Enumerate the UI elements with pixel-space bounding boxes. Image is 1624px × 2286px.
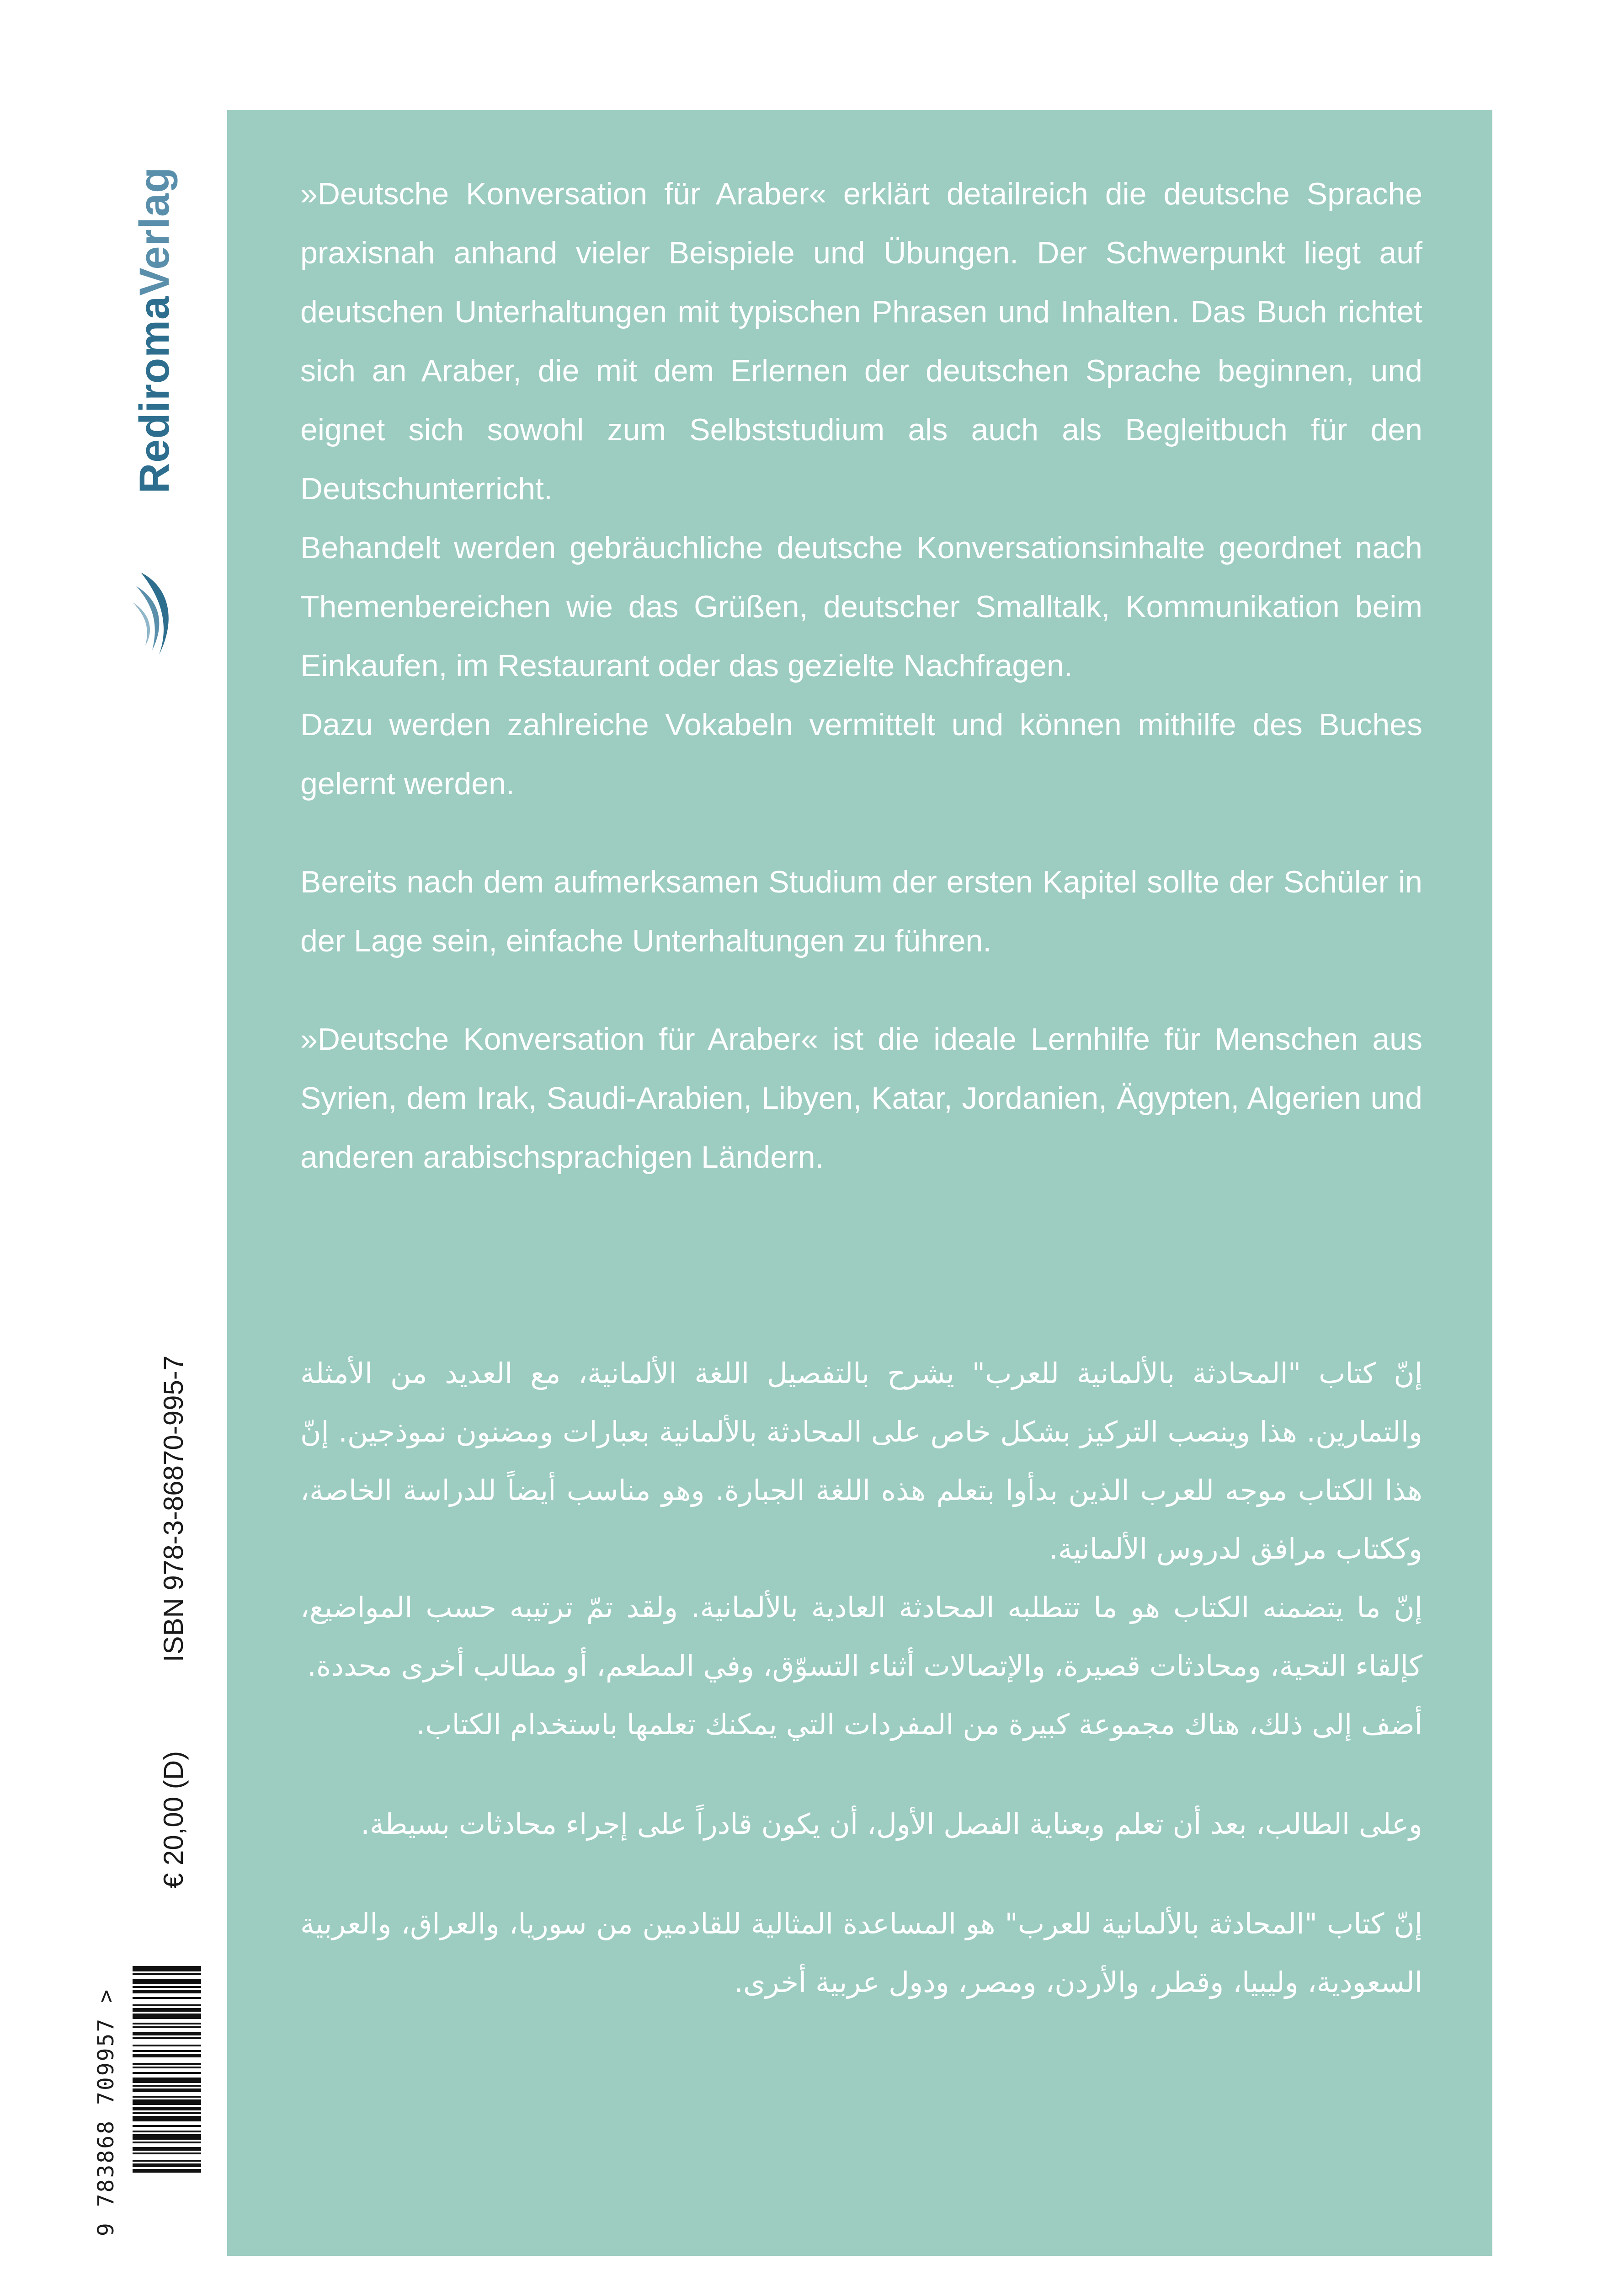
barcode-bar: [133, 2078, 201, 2083]
barcode-bar: [133, 2152, 201, 2154]
german-paragraph: »Deutsche Konversation für Araber« ist die ideale Lernhilfe für Menschen aus Syrien, dem Irak, Saudi-Arabien, Libyen, Katar, Jordanien, Ägypten, Algerien und anderen arabischsprachigen Ländern.: [300, 1022, 1422, 1175]
barcode-bar: [133, 1986, 201, 1988]
wing-logo-icon: [127, 568, 191, 659]
barcode-bar: [133, 2160, 201, 2162]
barcode-bar: [133, 2147, 201, 2151]
barcode-bar: [133, 2131, 201, 2132]
barcode-bar: [133, 1997, 201, 1999]
arabic-paragraph: أضف إلى ذلك، هناك مجموعة كبيرة من المفردات التي يمكنك تعلمها باستخدام الكتاب.: [416, 1708, 1422, 1741]
barcode-bar: [133, 2054, 201, 2057]
german-paragraph: Dazu werden zahlreiche Vokabeln vermittelt und können mithilfe des Buches gelernt werden.: [300, 707, 1422, 801]
barcode-bar: [133, 1979, 201, 1984]
german-description: [300, 165, 1422, 1187]
arabic-paragraph: إنّ كتاب "المحادثة بالألمانية للعرب" هو المساعدة المثالية للقادمين من سوريا، والعراق، والعربية السعودية، وليبيا، وقطر، والأردن، ومصر، ودول عربية أخرى.: [300, 1907, 1422, 1999]
barcode-bar: [133, 2116, 201, 2121]
barcode-bar: [133, 2088, 201, 2092]
logo-text-verlag: Verlag: [131, 166, 178, 296]
barcode-bar: [133, 2050, 201, 2052]
barcode-bar: [133, 1966, 201, 1971]
barcode-bar: [133, 2008, 201, 2012]
logo-text-rediroma: Rediroma: [131, 295, 178, 494]
barcode-bar: [133, 2045, 201, 2046]
barcode-bar: [133, 2099, 201, 2105]
barcode-bar: [133, 2026, 201, 2028]
barcode-bar: [133, 2004, 201, 2006]
isbn-label: ISBN 978-3-86870-995-7: [158, 1355, 189, 1662]
barcode-bar: [133, 2032, 201, 2035]
barcode-bar: [133, 2163, 201, 2167]
barcode-bar: [133, 1990, 201, 1993]
barcode-bar: [133, 2125, 201, 2127]
arabic-description: [300, 1344, 1422, 2012]
publisher-logo: [122, 106, 186, 572]
barcode-bar: [133, 2014, 201, 2019]
barcode-bar: [133, 1973, 201, 1975]
barcode-bar: [133, 2107, 201, 2110]
barcode-bar: [133, 2096, 201, 2098]
german-paragraph: Bereits nach dem aufmerksamen Studium der ersten Kapitel sollte der Schüler in der Lage sein, einfache Unterhaltungen zu führen.: [300, 865, 1422, 958]
german-paragraph: »Deutsche Konversation für Araber« erklärt detailreich die deutsche Sprache praxisnah anhand vieler Beispiele und Übungen. Der Schwerpunkt liegt auf deutschen Unterhaltungen mit typischen Phrasen und Inhalten. Das Buch richtet sich an Araber, die mit dem Erlernen der deutschen Sprache beginnen, und eignet sich sowohl zum Selbststudium als auch als Begleitbuch für den Deutschunterricht.: [300, 176, 1422, 506]
arabic-paragraph: إنّ كتاب "المحادثة بالألمانية للعرب" يشرح بالتفصيل اللغة الألمانية، مع العديد من الأمثلة والتمارين. هذا وينصب التركيز بشكل خاص على المحادثة بالألمانية بعبارات ومضنون نموذجين. إنّ هذا الكتاب موجه للعرب الذين بدأوا بتعلم هذه اللغة الجبارة. وهو مناسب أيضاً للدراسة الخاصة، وككتاب مرافق لدروس الألمانية.: [300, 1357, 1422, 1565]
description-panel: [227, 110, 1492, 2256]
barcode-bar: [133, 2067, 201, 2068]
barcode-bar: [133, 2037, 201, 2039]
barcode-bar: [133, 2142, 201, 2143]
barcode-bar: [133, 2085, 201, 2087]
arabic-paragraph: وعلى الطالب، بعد أن تعلم وبعناية الفصل الأول، أن يكون قادراً على إجراء محادثات بسيطة.: [361, 1807, 1422, 1841]
publisher-logo-text: [132, 167, 177, 494]
barcode-bar: [133, 2063, 201, 2065]
barcode-digits: 9 783868 709957 >: [93, 1988, 119, 2237]
arabic-paragraph: إنّ ما يتضمنه الكتاب هو ما تتطلبه المحادثة العادية بالألمانية. ولقد تمّ ترتيبه حسب المواضيع، كإلقاء التحية، ومحادثات قصيرة، والإتصالات أثناء التسوّق، وفي المطعم، أو مطالب أخرى محددة.: [300, 1591, 1422, 1682]
barcode-bar: [133, 2169, 201, 2173]
barcode-bar: [133, 2072, 201, 2074]
german-paragraph: Behandelt werden gebräuchliche deutsche Konversationsinhalte geordnet nach Themenbereichen wie das Grüßen, deutscher Smalltalk, Kommunikation beim Einkaufen, im Restaurant oder das gezielte Nachfragen.: [300, 530, 1422, 683]
barcode-bar: [133, 2023, 201, 2024]
barcode-bar: [133, 2112, 201, 2114]
barcode-bar: [133, 2134, 201, 2140]
price-label: € 20,00 (D): [158, 1751, 189, 1889]
